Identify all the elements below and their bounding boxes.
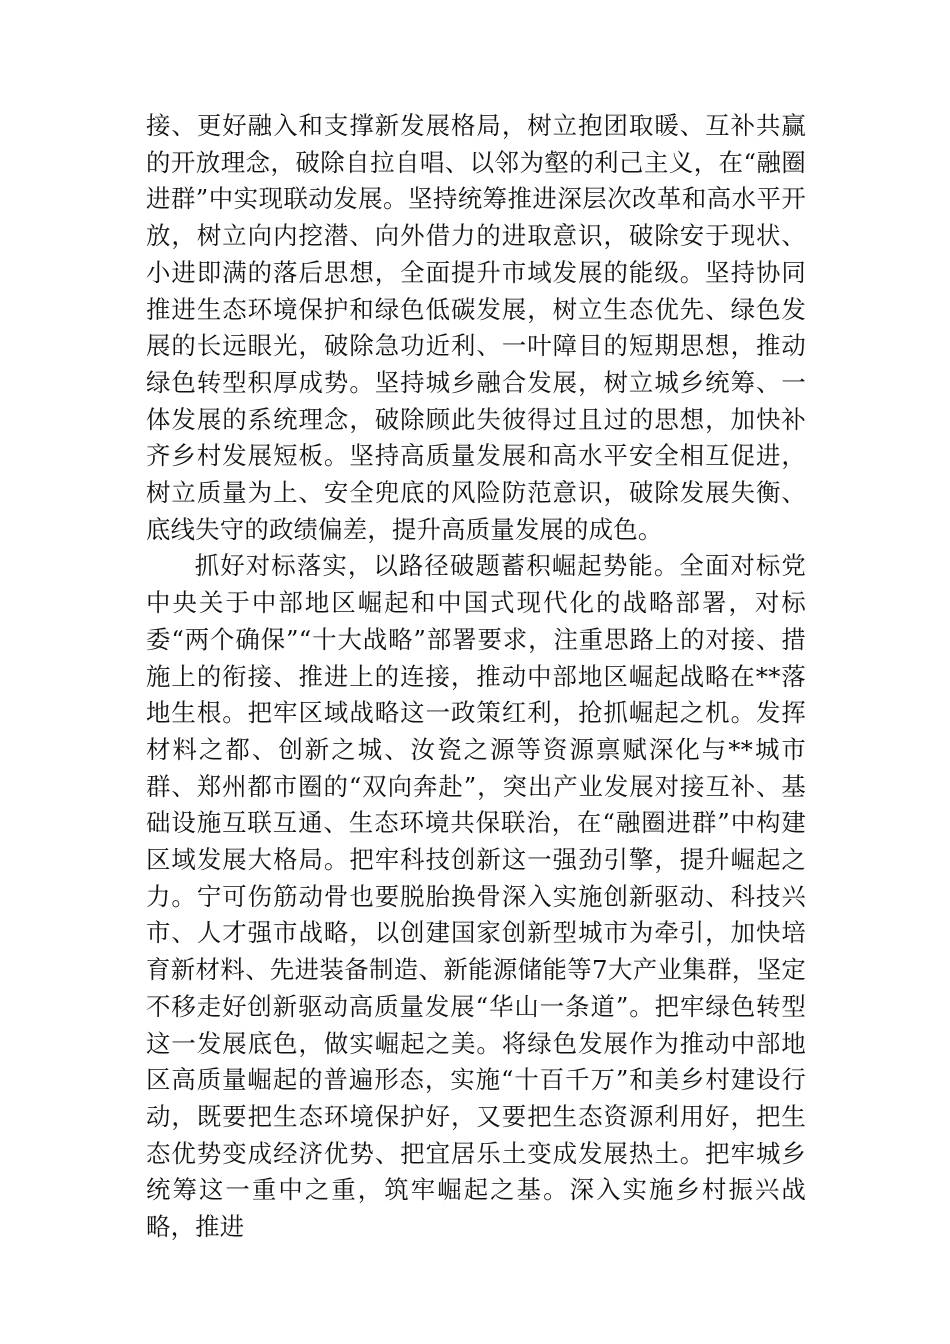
document-body xyxy=(146,108,806,1246)
paragraph-continuation: 接、更好融入和支撑新发展格局，树立抱团取暖、互补共赢的开放理念，破除自拉自唱、以邻为壑的利己主义，在“融圈进群”中实现联动发展。坚持统筹推进深层次改革和高水平开放，树立向内挖潜、向外借力的进取意识，破除安于现状、小进即满的落后思想，全面提升市域发展的能级。坚持协同推进生态环境保护和绿色低碳发展，树立生态优先、绿色发展的长远眼光，破除急功近利、一叶障目的短期思想，推动绿色转型积厚成势。坚持城乡融合发展，树立城乡统筹、一体发展的系统理念，破除顾此失彼得过且过的思想，加快补齐乡村发展短板。坚持高质量发展和高水平安全相互促进，树立质量为上、安全兜底的风险防范意识，破除发展失衡、底线失守的政绩偏差，提升高质量发展的成色。 xyxy=(146,111,806,544)
paragraph-benchmark-implementation: 抓好对标落实，以路径破题蓄积崛起势能。全面对标党中央关于中部地区崛起和中国式现代化的战略部署，对标委“两个确保”“十大战略”部署要求，注重思路上的对接、措施上的衔接、推进上的连接，推动中部地区崛起战略在**落地生根。把牢区域战略这一政策红利，抢抓崛起之机。发挥材料之都、创新之城、汝瓷之源等资源禀赋深化与**城市群、郑州都市圈的“双向奔赴”，突出产业发展对接互补、基础设施互联互通、生态环境共保联治，在“融圈进群”中构建区域发展大格局。把牢科技创新这一强劲引擎，提升崛起之力。宁可伤筋动骨也要脱胎换骨深入实施创新驱动、科技兴市、人才强市战略，以创建国家创新型城市为牵引，加快培育新材料、先进装备制造、新能源储能等7大产业集群，坚定不移走好创新驱动高质量发展“华山一条道”。把牢绿色转型这一发展底色，做实崛起之美。将绿色发展作为推动中部地区高质量崛起的普遍形态，实施“十百千万”和美乡村建设行动，既要把生态环境保护好，又要把生态资源利用好，把生态优势变成经济优势、把宜居乐土变成发展热土。把牢城乡统筹这一重中之重，筑牢崛起之基。深入实施乡村振兴战略，推进 xyxy=(146,551,806,1242)
